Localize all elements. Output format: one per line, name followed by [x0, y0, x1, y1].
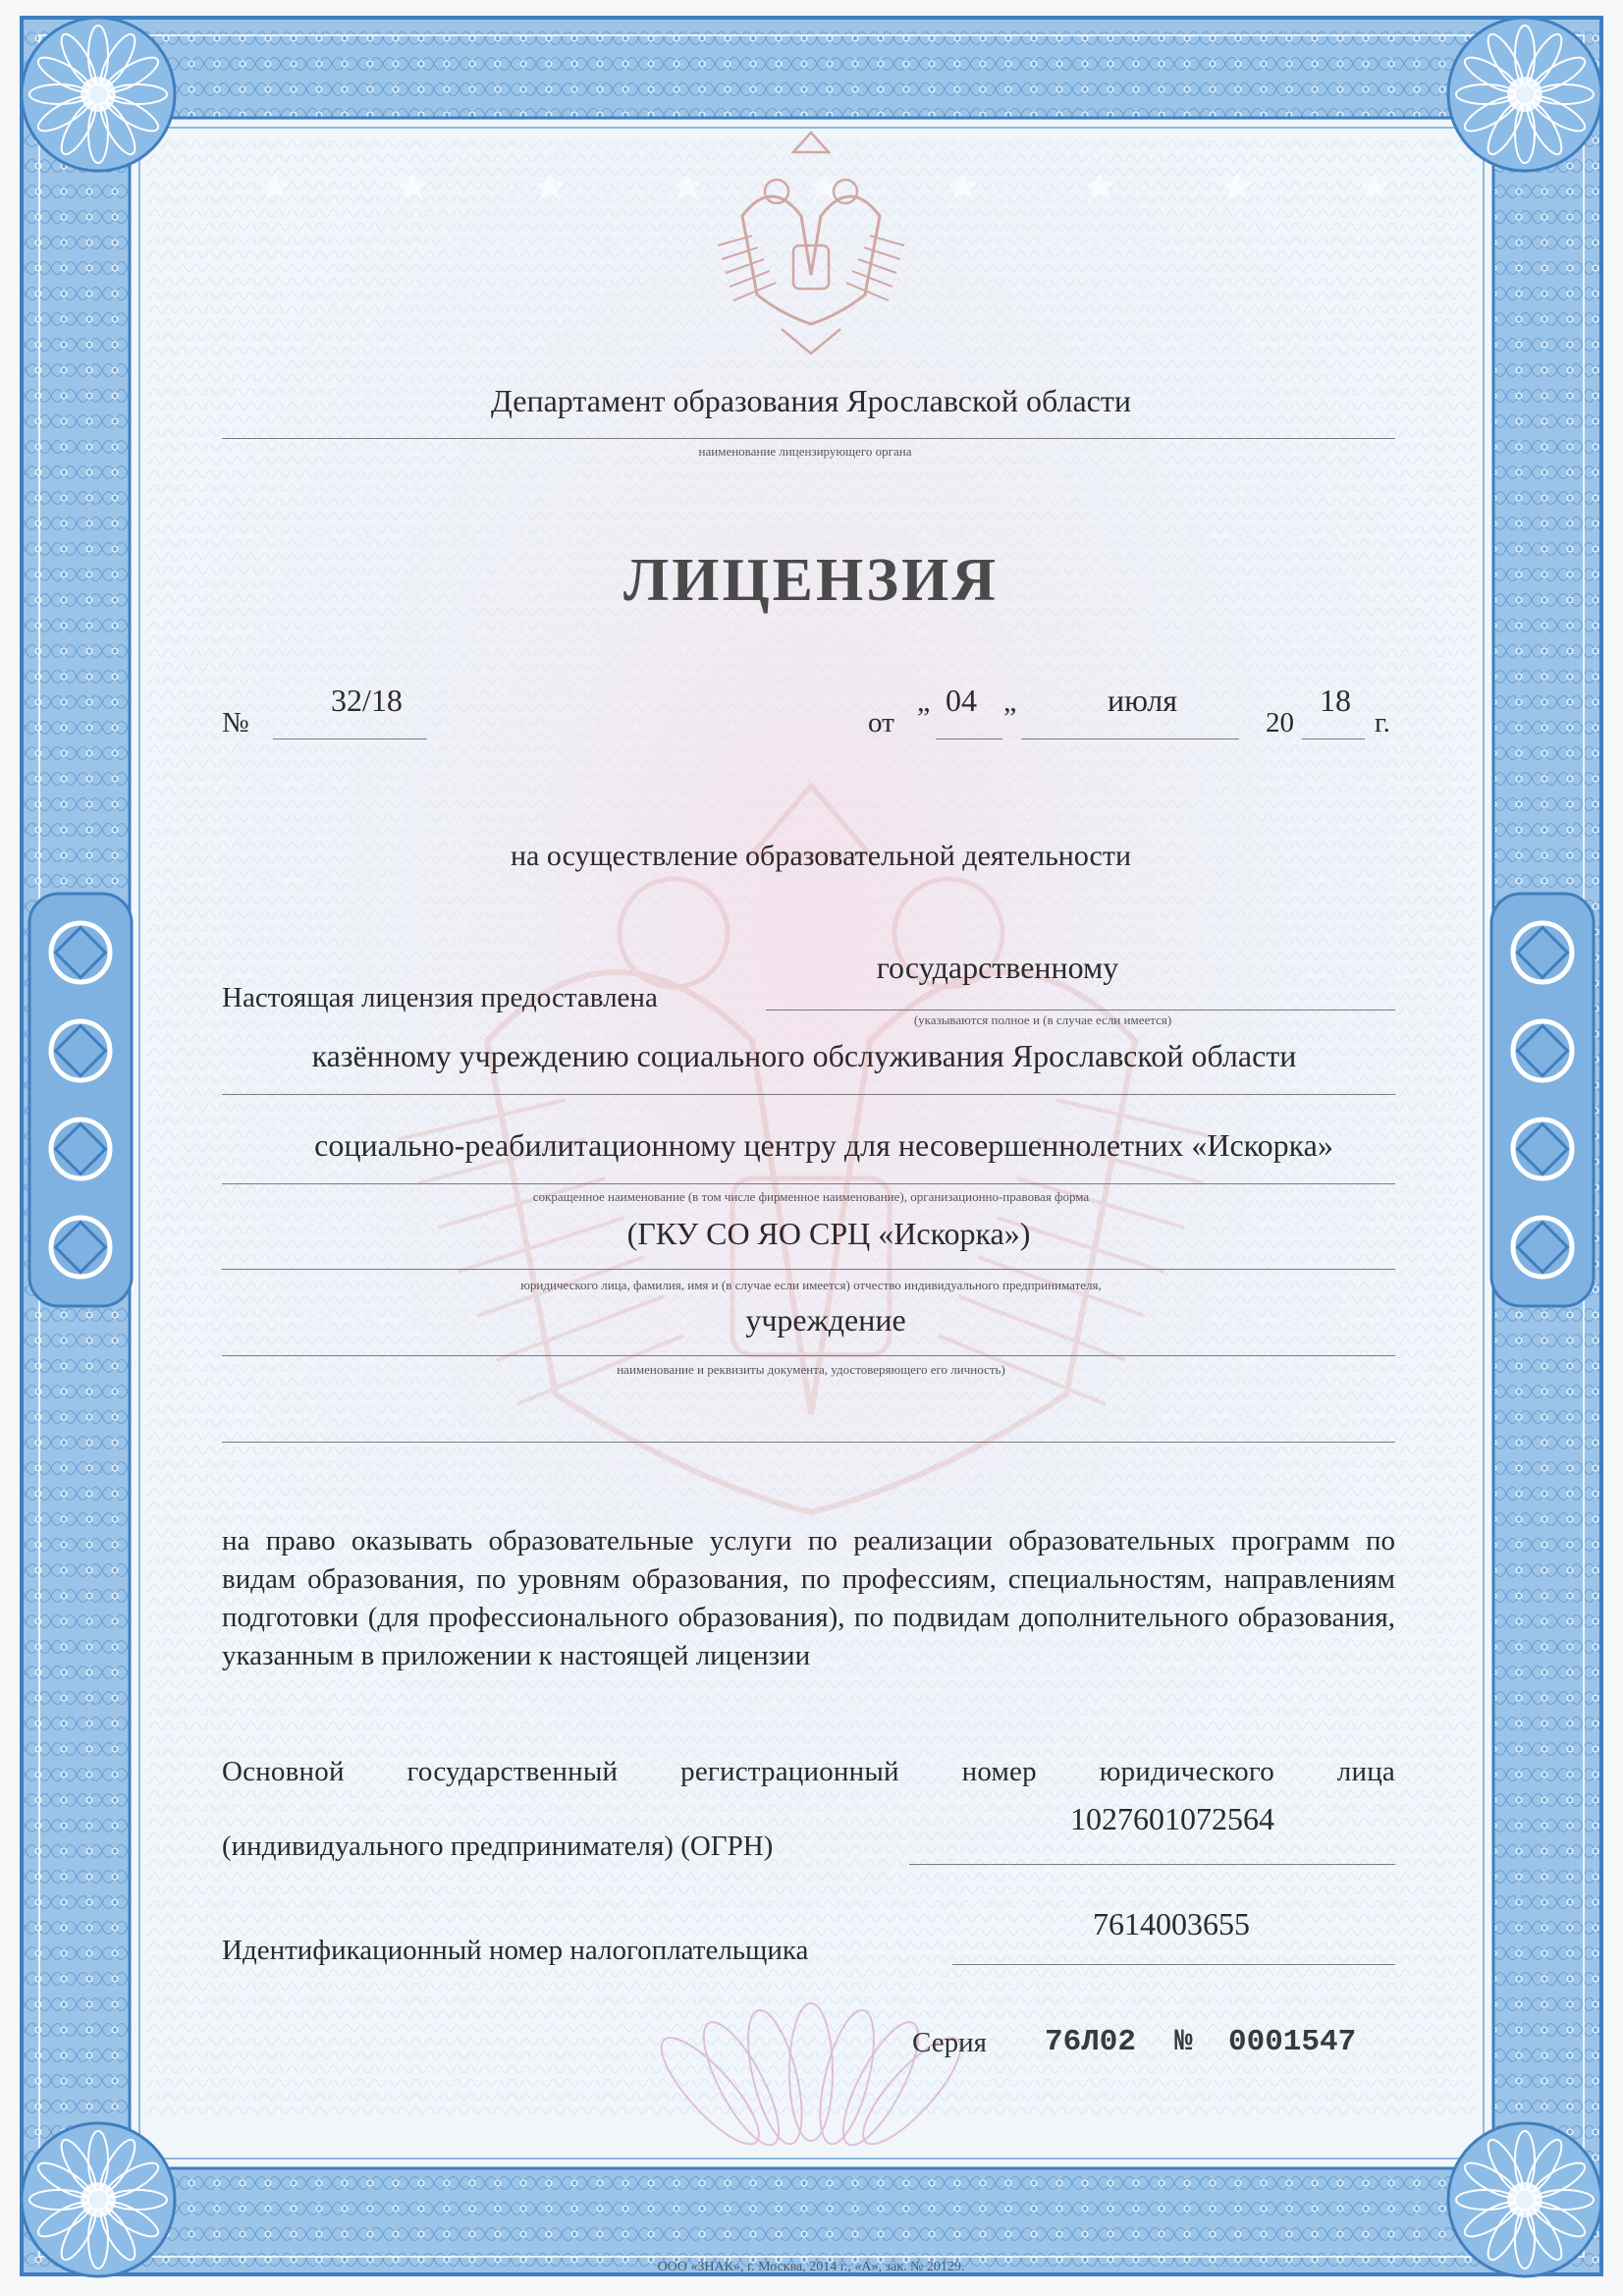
- document-title: ЛИЦЕНЗИЯ: [623, 547, 999, 614]
- licensee-underline-6: [222, 1442, 1395, 1443]
- number-underline: [273, 738, 427, 739]
- inn-underline: [952, 1964, 1395, 1965]
- licensee-line-3: социально-реабилитационному центру для несовершеннолетних «Искорка»: [314, 1127, 1333, 1163]
- licensee-underline-2: [222, 1094, 1395, 1095]
- printer-imprint: ООО «ЗНАК», г. Москва, 2014 г., «А», зак. № 20129.: [657, 2260, 965, 2274]
- license-month: июля: [1108, 683, 1177, 718]
- granted-label: Настоящая лицензия предоставлена: [222, 982, 658, 1013]
- day-underline: [936, 738, 1002, 739]
- inn-value: 7614003655: [1093, 1906, 1250, 1941]
- authority-underline: [222, 438, 1395, 439]
- series-number-sign: №: [1174, 2025, 1193, 2059]
- date-prefix: от: [868, 707, 894, 738]
- licensee-underline-5: [222, 1355, 1395, 1356]
- licensee-line-1: государственному: [876, 950, 1119, 985]
- inn-label: Идентификационный номер налогоплательщика: [222, 1935, 809, 1966]
- quote-close: „: [1003, 685, 1017, 718]
- month-underline: [1021, 738, 1239, 739]
- year-unit: г.: [1375, 707, 1390, 738]
- quote-open: „: [917, 685, 931, 718]
- licensee-caption-2: сокращенное наименование (в том числе фирменное наименование), организационно-правовая форма: [532, 1189, 1090, 1204]
- ogrn-label-line-1: Основной государственный регистрационный номер юридического лица: [222, 1756, 1395, 1787]
- licensee-underline-3: [222, 1183, 1395, 1184]
- ogrn-label-line-2: (индивидуального предпринимателя) (ОГРН): [222, 1831, 774, 1862]
- rights-paragraph: на право оказывать образовательные услуги по реализации образовательных программ по видам образования, по уровням образования, по профессиям, специальностям, направлениям подготовки (для профессионального образования), по подвидам дополнительного образования, указанным в приложении к настоящей лицензии: [222, 1525, 1395, 1671]
- number-sign: №: [222, 707, 249, 738]
- year-suffix: 18: [1320, 683, 1351, 718]
- licensee-caption-4: наименование и реквизиты документа, удостоверяющего его личность): [617, 1362, 1005, 1377]
- license-day: 04: [946, 683, 977, 718]
- licensee-line-5: учреждение: [745, 1302, 906, 1338]
- licensee-underline-4: [222, 1269, 1395, 1270]
- licensee-line-4: (ГКУ СО ЯО СРЦ «Искорка»): [626, 1216, 1031, 1251]
- ogrn-value: 1027601072564: [1070, 1801, 1274, 1836]
- licensee-underline-1: [766, 1010, 1395, 1011]
- license-number: 32/18: [331, 683, 403, 718]
- series-label: Серия: [912, 2027, 987, 2058]
- year-prefix: 20: [1266, 707, 1294, 738]
- year-underline: [1302, 738, 1365, 739]
- licensee-caption-1: (указываются полное и (в случае если имеется): [913, 1012, 1172, 1027]
- series-value: 76Л02: [1045, 2025, 1137, 2059]
- series-number: 0001547: [1228, 2025, 1357, 2059]
- licensing-authority: Департамент образования Ярославской области: [491, 383, 1131, 418]
- license-purpose: на осуществление образовательной деятельности: [510, 840, 1132, 872]
- ogrn-underline: [909, 1864, 1395, 1865]
- authority-caption: наименование лицензирующего органа: [698, 444, 912, 459]
- licensee-line-2: казённому учреждению социального обслуживания Ярославской области: [311, 1038, 1297, 1073]
- licensee-caption-3: юридического лица, фамилия, имя и (в случае если имеется) отчество индивидуального предпринимателя,: [520, 1278, 1102, 1292]
